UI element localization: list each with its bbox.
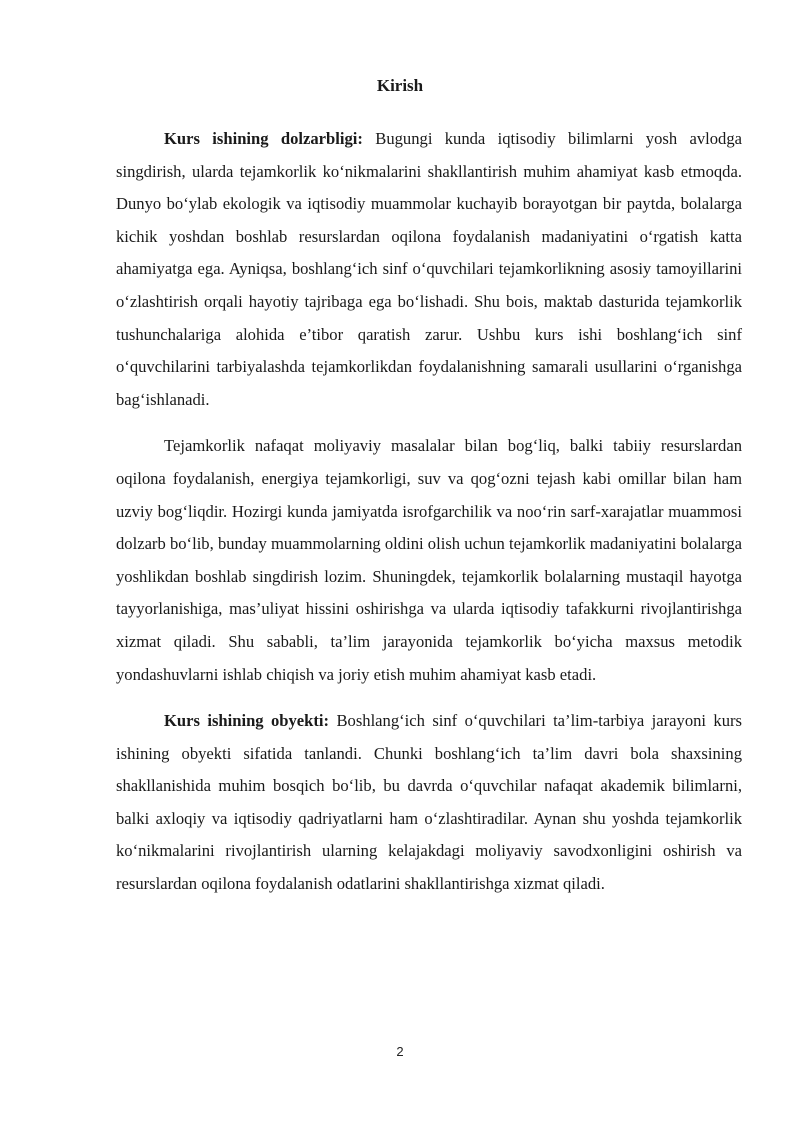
paragraph-thrift [116, 430, 742, 691]
paragraph-text: Boshlang‘ich sinf o‘quvchilari ta’lim-tarbiya jarayoni kurs ishining obyekti sifatida tanlandi. Chunki boshlang‘ich ta’lim davri bola shaxsining shakllanishida muhim bosqich bo‘lib, bu davrda o‘quvchilar nafaqat akademik bilimlarni, balki axloqiy va iqtisodiy qadriyatlarni ham o‘zlashtiradilar. Aynan shu yoshda tejamkorlik ko‘nikmalarini rivojlantirish ularning kelajakdagi moliyaviy savodxonligini oshirish va resurslardan oqilona foydalanish odatlarini shakllantirishga xizmat qiladi. [116, 711, 742, 894]
paragraph-lead: Kurs ishining obyekti: [164, 711, 330, 731]
paragraph-object [116, 705, 742, 901]
section-title: Kirish [376, 76, 424, 95]
paragraph-text: Tejamkorlik nafaqat moliyaviy masalalar bilan bog‘liq, balki tabiiy resurslardan oqilona foydalanish, energiya tejamkorligi, suv va qog‘ozni tejash kabi omillar bilan ham uzviy bog‘liqdir. Hozirgi kunda jamiyatda isrofgarchilik va noo‘rin sarf-xarajatlar muammosi dolzarb bo‘lib, bunday muammolarning oldini olish uchun tejamkorlik madaniyatini bolalarga yoshlikdan boshlab singdirish lozim. Shuningdek, tejamkorlik bolalarning mustaqil hayotga tayyorlanishiga, mas’uliyat hissini oshirishga va ularda iqtisodiy tafakkurni rivojlantirishga xizmat qiladi. Shu sababli, ta’lim jarayonida tejamkorlik bo‘yicha maxsus metodik yondashuvlarni ishlab chiqish va joriy etish muhim ahamiyat kasb etadi. [116, 436, 742, 684]
document-body [116, 123, 742, 901]
paragraph-text: Bugungi kunda iqtisodiy bilimlarni yosh avlodga singdirish, ularda tejamkorlik ko‘nikmalarini shakllantirish muhim ahamiyat kasb etmoqda. Dunyo bo‘ylab ekologik va iqtisodiy muammolar kuchayib borayotgan bir paytda, bolalarga kichik yoshdan boshlab resurslardan oqilona foydalanish madaniyatini o‘rgatish katta ahamiyatga ega. Ayniqsa, boshlang‘ich sinf o‘quvchilari tejamkorlikning asosiy tamoyillarini o‘zlashtirish orqali hayotiy tajribaga ega bo‘lishadi. Shu bois, maktab dasturida tejamkorlik tushunchalariga alohida e’tibor qaratish zarur. Ushbu kurs ishi boshlang‘ich sinf o‘quvchilarini tarbiyalashda tejamkorlikdan foydalanishning samarali usullarini o‘rganishga bag‘ishlanadi. [116, 129, 743, 409]
page-number: 2 [396, 1044, 404, 1059]
paragraph-lead: Kurs ishining dolzarbligi: [164, 129, 363, 148]
paragraph-relevance [116, 123, 742, 416]
